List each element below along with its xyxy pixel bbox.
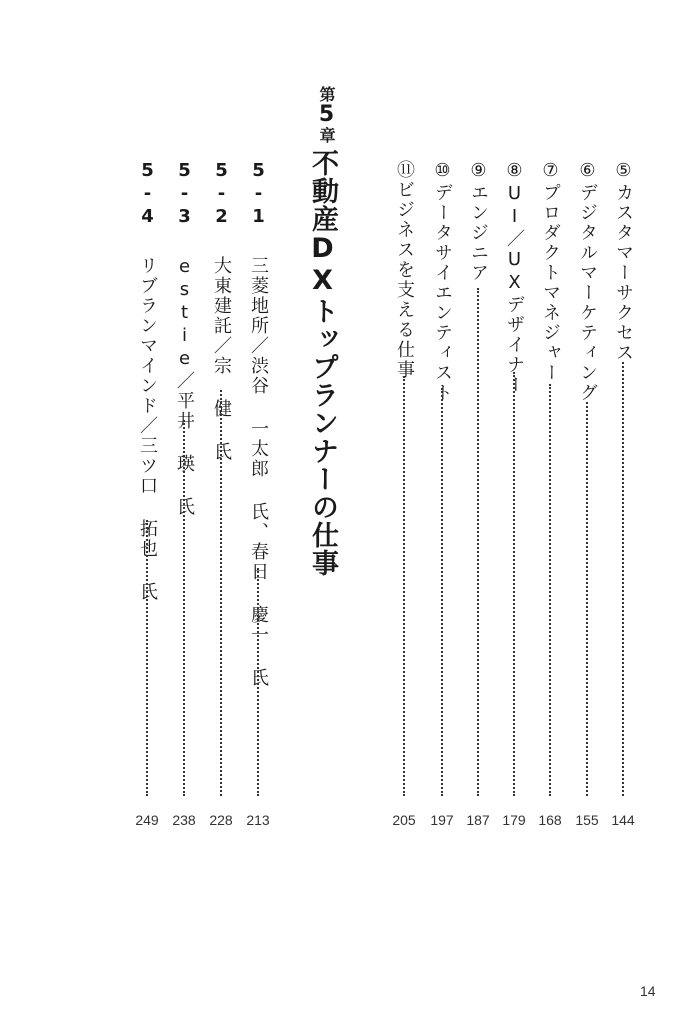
toc-entry-label: ⑪ビジネスを支える仕事	[394, 160, 415, 380]
toc-entry-page: 197	[430, 812, 454, 828]
section-number: 5-3	[174, 160, 195, 229]
section-title: 大東建託／宗 健 氏	[211, 256, 232, 462]
dot-leader	[513, 372, 515, 796]
chapter-heading	[304, 86, 348, 577]
dot-leader	[257, 568, 259, 796]
toc-entry-label: ⑦プロダクトマネジャー	[540, 160, 561, 383]
dot-leader	[549, 384, 551, 796]
chapter-number	[308, 86, 344, 143]
section-page: 213	[246, 812, 270, 828]
section-title: 三菱地所／渋谷 一太郎 氏、春日 慶一 氏	[248, 256, 269, 688]
toc-entry-label: ⑨エンジニア	[468, 160, 489, 283]
page-folio: 14	[640, 983, 656, 999]
section-page: 238	[172, 812, 196, 828]
toc-entry-digital-marketing	[574, 0, 600, 1024]
section-number: 5-2	[211, 160, 232, 229]
chapter-title: 不動産DXトップランナーの仕事	[307, 149, 338, 577]
toc-entry-data-scientist	[429, 0, 455, 1024]
toc-entry-product-manager	[537, 0, 563, 1024]
chapter-number-digit: 5	[314, 102, 339, 127]
toc-entry-business-support	[391, 0, 417, 1024]
toc-entry-page: 179	[502, 812, 526, 828]
chapter-label-post: 章	[317, 127, 336, 143]
toc-section-5-2	[208, 0, 234, 1024]
dot-leader	[477, 288, 479, 796]
dot-leader	[146, 520, 148, 796]
dot-leader	[183, 420, 185, 796]
toc-entry-page: 168	[538, 812, 562, 828]
chapter-label-pre: 第	[317, 86, 336, 102]
section-title: estie／平井 瑛 氏	[174, 256, 195, 517]
section-page: 228	[209, 812, 233, 828]
section-title: リブランマインド／三ツ口 拓也 氏	[137, 256, 158, 602]
section-page: 249	[135, 812, 159, 828]
toc-entry-engineer	[465, 0, 491, 1024]
dot-leader	[441, 388, 443, 796]
toc-entry-page: 155	[575, 812, 599, 828]
dot-leader	[403, 376, 405, 796]
toc-section-5-3	[171, 0, 197, 1024]
toc-entry-page: 187	[466, 812, 490, 828]
dot-leader	[586, 402, 588, 796]
toc-section-5-1	[245, 0, 271, 1024]
dot-leader	[622, 362, 624, 796]
dot-leader	[220, 390, 222, 796]
toc-entry-ui-ux-designer	[501, 0, 527, 1024]
toc-entry-page: 205	[392, 812, 416, 828]
toc-entry-label: ⑤カスタマーサクセス	[613, 160, 634, 363]
toc-entry-label: ⑩データサイエンティスト	[432, 160, 453, 403]
toc-entry-label: ⑥デジタルマーケティング	[577, 160, 598, 403]
toc-section-5-4	[134, 0, 160, 1024]
section-number: 5-1	[248, 160, 269, 229]
section-number: 5-4	[137, 160, 158, 229]
toc-entry-customer-success	[610, 0, 636, 1024]
toc-entry-label: ⑧UI／UXデザイナー	[504, 160, 525, 395]
toc-entry-page: 144	[611, 812, 635, 828]
